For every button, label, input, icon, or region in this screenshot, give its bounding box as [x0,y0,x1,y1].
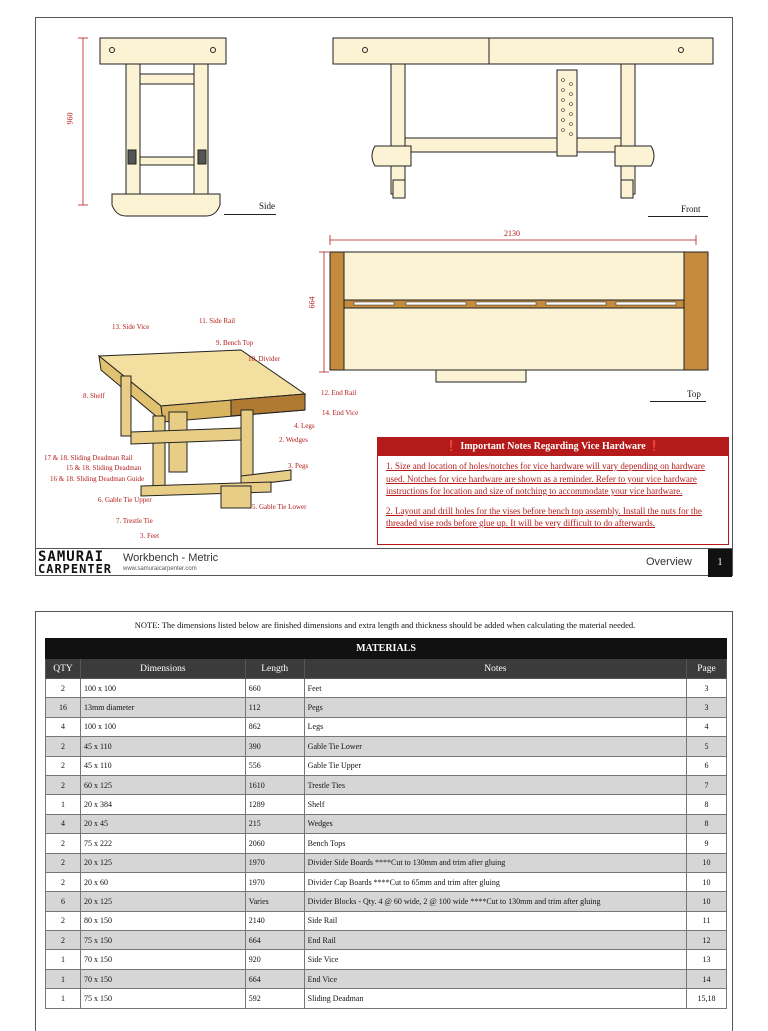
table-row [46,737,727,756]
length-cell: 862 [245,717,304,736]
qty-cell: 2 [46,775,81,794]
table-row [46,698,727,717]
callout-sliding-deadman-guide: 16 & 18. Sliding Deadman Guide [50,475,145,483]
length-cell: 664 [245,931,304,950]
page-cell: 5 [686,737,726,756]
qty-cell: 1 [46,989,81,1008]
table-row [46,872,727,891]
callout-wedges: 2. Wedges [279,436,308,444]
callout-sliding-deadman-rail: 17 & 18. Sliding Deadman Rail [44,454,133,462]
page-cell: 8 [686,795,726,814]
length-dimension: 2130 [504,229,520,238]
notes-cell: Divider Side Boards ****Cut to 130mm and trim after gluing [304,853,686,872]
notes-header [378,438,728,456]
length-cell: 215 [245,814,304,833]
notes-cell: Gable Tie Upper [304,756,686,775]
length-cell: 390 [245,737,304,756]
length-cell: Varies [245,892,304,911]
length-cell: 1970 [245,872,304,891]
qty-cell: 2 [46,679,81,698]
callout-divider: 10. Divider [248,355,280,363]
dimensions-cell: 70 x 150 [80,969,245,988]
page-cell: 7 [686,775,726,794]
warning-icon: ❗ [445,441,458,452]
length-cell: 2060 [245,834,304,853]
table-row [46,814,727,833]
note-2: 2. Layout and drill holes for the vises before bench top assembly. Install the nuts for the threaded vise rods before glue up. It will be very difficult to do afterwards. [386,505,702,528]
front-view-drawing [331,30,721,210]
materials-sheet [35,611,733,1031]
logo-carpenter: CARPENTER [38,562,113,576]
qty-cell: 2 [46,931,81,950]
table-row [46,795,727,814]
notes-cell: Trestle Ties [304,775,686,794]
page-cell: 15,18 [686,989,726,1008]
length-cell: 920 [245,950,304,969]
front-view-label: Front [681,204,701,214]
warning-icon: ❗ [648,441,661,452]
qty-cell: 6 [46,892,81,911]
page-cell: 4 [686,717,726,736]
length-cell: 1289 [245,795,304,814]
qty-cell: 4 [46,814,81,833]
top-view-drawing [316,230,716,390]
side-view-drawing [66,30,266,230]
side-view-label: Side [259,201,276,211]
callout-feet: 3. Feet [140,532,160,540]
length-cell: 1610 [245,775,304,794]
page-cell: 13 [686,950,726,969]
qty-cell: 2 [46,834,81,853]
table-row [46,853,727,872]
notes-cell: Shelf [304,795,686,814]
section-title: Overview [646,556,692,568]
page-number: 1 [708,549,732,577]
callout-bench-top: 9. Bench Top [216,339,254,347]
callout-side-rail: 11. Side Rail [199,317,236,325]
callout-end-vice: 14. End Vice [322,409,359,417]
table-row [46,679,727,698]
length-cell: 660 [245,679,304,698]
qty-cell: 2 [46,737,81,756]
notes-cell: Divider Cap Boards ****Cut to 65mm and trim after gluing [304,872,686,891]
table-row [46,892,727,911]
page-cell: 6 [686,756,726,775]
website-link[interactable]: www.samuraicarpenter.com [123,566,197,572]
dimensions-cell: 13mm diameter [80,698,245,717]
column-header-notes: Notes [304,659,686,679]
title-block [36,548,732,577]
notes-cell: Side Rail [304,911,686,930]
notes-cell: End Rail [304,931,686,950]
page-cell: 10 [686,872,726,891]
table-row [46,717,727,736]
dimensions-cell: 20 x 125 [80,853,245,872]
callout-sliding-deadman: 15 & 18. Sliding Deadman [66,464,142,472]
page-cell: 10 [686,853,726,872]
dimensions-cell: 75 x 150 [80,931,245,950]
top-view-label: Top [687,389,701,399]
length-cell: 556 [245,756,304,775]
notes-cell: Divider Blocks - Qty. 4 @ 60 wide, 2 @ 100 wide ****Cut to 130mm and trim after gluing [304,892,686,911]
table-row [46,756,727,775]
length-cell: 112 [245,698,304,717]
table-row [46,950,727,969]
dimensions-cell: 20 x 45 [80,814,245,833]
dimensions-cell: 20 x 125 [80,892,245,911]
dimensions-cell: 60 x 125 [80,775,245,794]
notes-cell: Bench Tops [304,834,686,853]
document-title: Workbench - Metric [123,552,219,564]
page-cell: 10 [686,892,726,911]
length-cell: 1970 [245,853,304,872]
page-cell: 12 [686,931,726,950]
qty-cell: 2 [46,872,81,891]
table-row [46,775,727,794]
note-1: 1. Size and location of holes/notches for vice hardware will vary depending on hardware used. Notches for vice hardware are shown as a reminder. Refer to your vice hardware instructions for location and size of notching to accommodate your vice hardware. [386,461,705,496]
callout-pegs: 3. Pegs [288,462,309,470]
width-dimension: 664 [307,296,317,309]
table-row [46,969,727,988]
dimensions-note: NOTE: The dimensions listed below are finished dimensions and extra length and thickness should be added when calculating the material needed. [134,620,636,630]
notes-cell: Feet [304,679,686,698]
length-cell: 2140 [245,911,304,930]
callout-shelf: 8. Shelf [83,392,105,400]
length-cell: 592 [245,989,304,1008]
notes-cell: Side Vice [304,950,686,969]
table-row [46,834,727,853]
page-cell: 11 [686,911,726,930]
page-cell: 8 [686,814,726,833]
column-header-dimensions: Dimensions [80,659,245,679]
logo-samurai: SAMURAI [38,549,105,565]
page-cell: 14 [686,969,726,988]
materials-table [45,638,727,1009]
qty-cell: 1 [46,969,81,988]
column-header-length: Length [245,659,304,679]
notes-cell: Pegs [304,698,686,717]
qty-cell: 16 [46,698,81,717]
qty-cell: 1 [46,795,81,814]
dimensions-cell: 70 x 150 [80,950,245,969]
dimensions-cell: 75 x 150 [80,989,245,1008]
page-cell: 3 [686,679,726,698]
notes-cell: End Vice [304,969,686,988]
callout-gable-tie-lower: 5. Gable Tie Lower [252,503,307,511]
callout-legs: 4. Legs [294,422,315,430]
table-row [46,989,727,1008]
dimensions-cell: 75 x 222 [80,834,245,853]
dimensions-cell: 20 x 384 [80,795,245,814]
qty-cell: 2 [46,853,81,872]
notes-cell: Wedges [304,814,686,833]
column-header-page: Page [686,659,726,679]
page-cell: 3 [686,698,726,717]
callout-side-vice: 13. Side Vice [112,323,150,331]
qty-cell: 2 [46,911,81,930]
dimensions-cell: 45 x 110 [80,737,245,756]
qty-cell: 1 [46,950,81,969]
dimensions-cell: 100 x 100 [80,679,245,698]
materials-title: MATERIALS [46,639,727,659]
overview-sheet [35,17,733,576]
isometric-bench-drawing [91,336,321,516]
dimensions-cell: 80 x 150 [80,911,245,930]
notes-cell: Sliding Deadman [304,989,686,1008]
notes-title: Important Notes Regarding Vice Hardware [460,441,646,452]
table-row [46,931,727,950]
length-cell: 664 [245,969,304,988]
notes-cell: Gable Tie Lower [304,737,686,756]
column-header-qty: QTY [46,659,81,679]
qty-cell: 2 [46,756,81,775]
callout-end-rail: 12. End Rail [321,389,357,397]
qty-cell: 4 [46,717,81,736]
callout-trestle-tie: 7. Trestle Tie [116,517,153,525]
table-row [46,911,727,930]
page-cell: 9 [686,834,726,853]
dimensions-cell: 100 x 100 [80,717,245,736]
height-dimension: 960 [65,112,75,125]
vice-hardware-notes [377,437,729,545]
dimensions-cell: 20 x 60 [80,872,245,891]
dimensions-cell: 45 x 110 [80,756,245,775]
notes-cell: Legs [304,717,686,736]
callout-gable-tie-upper: 6. Gable Tie Upper [98,496,152,504]
